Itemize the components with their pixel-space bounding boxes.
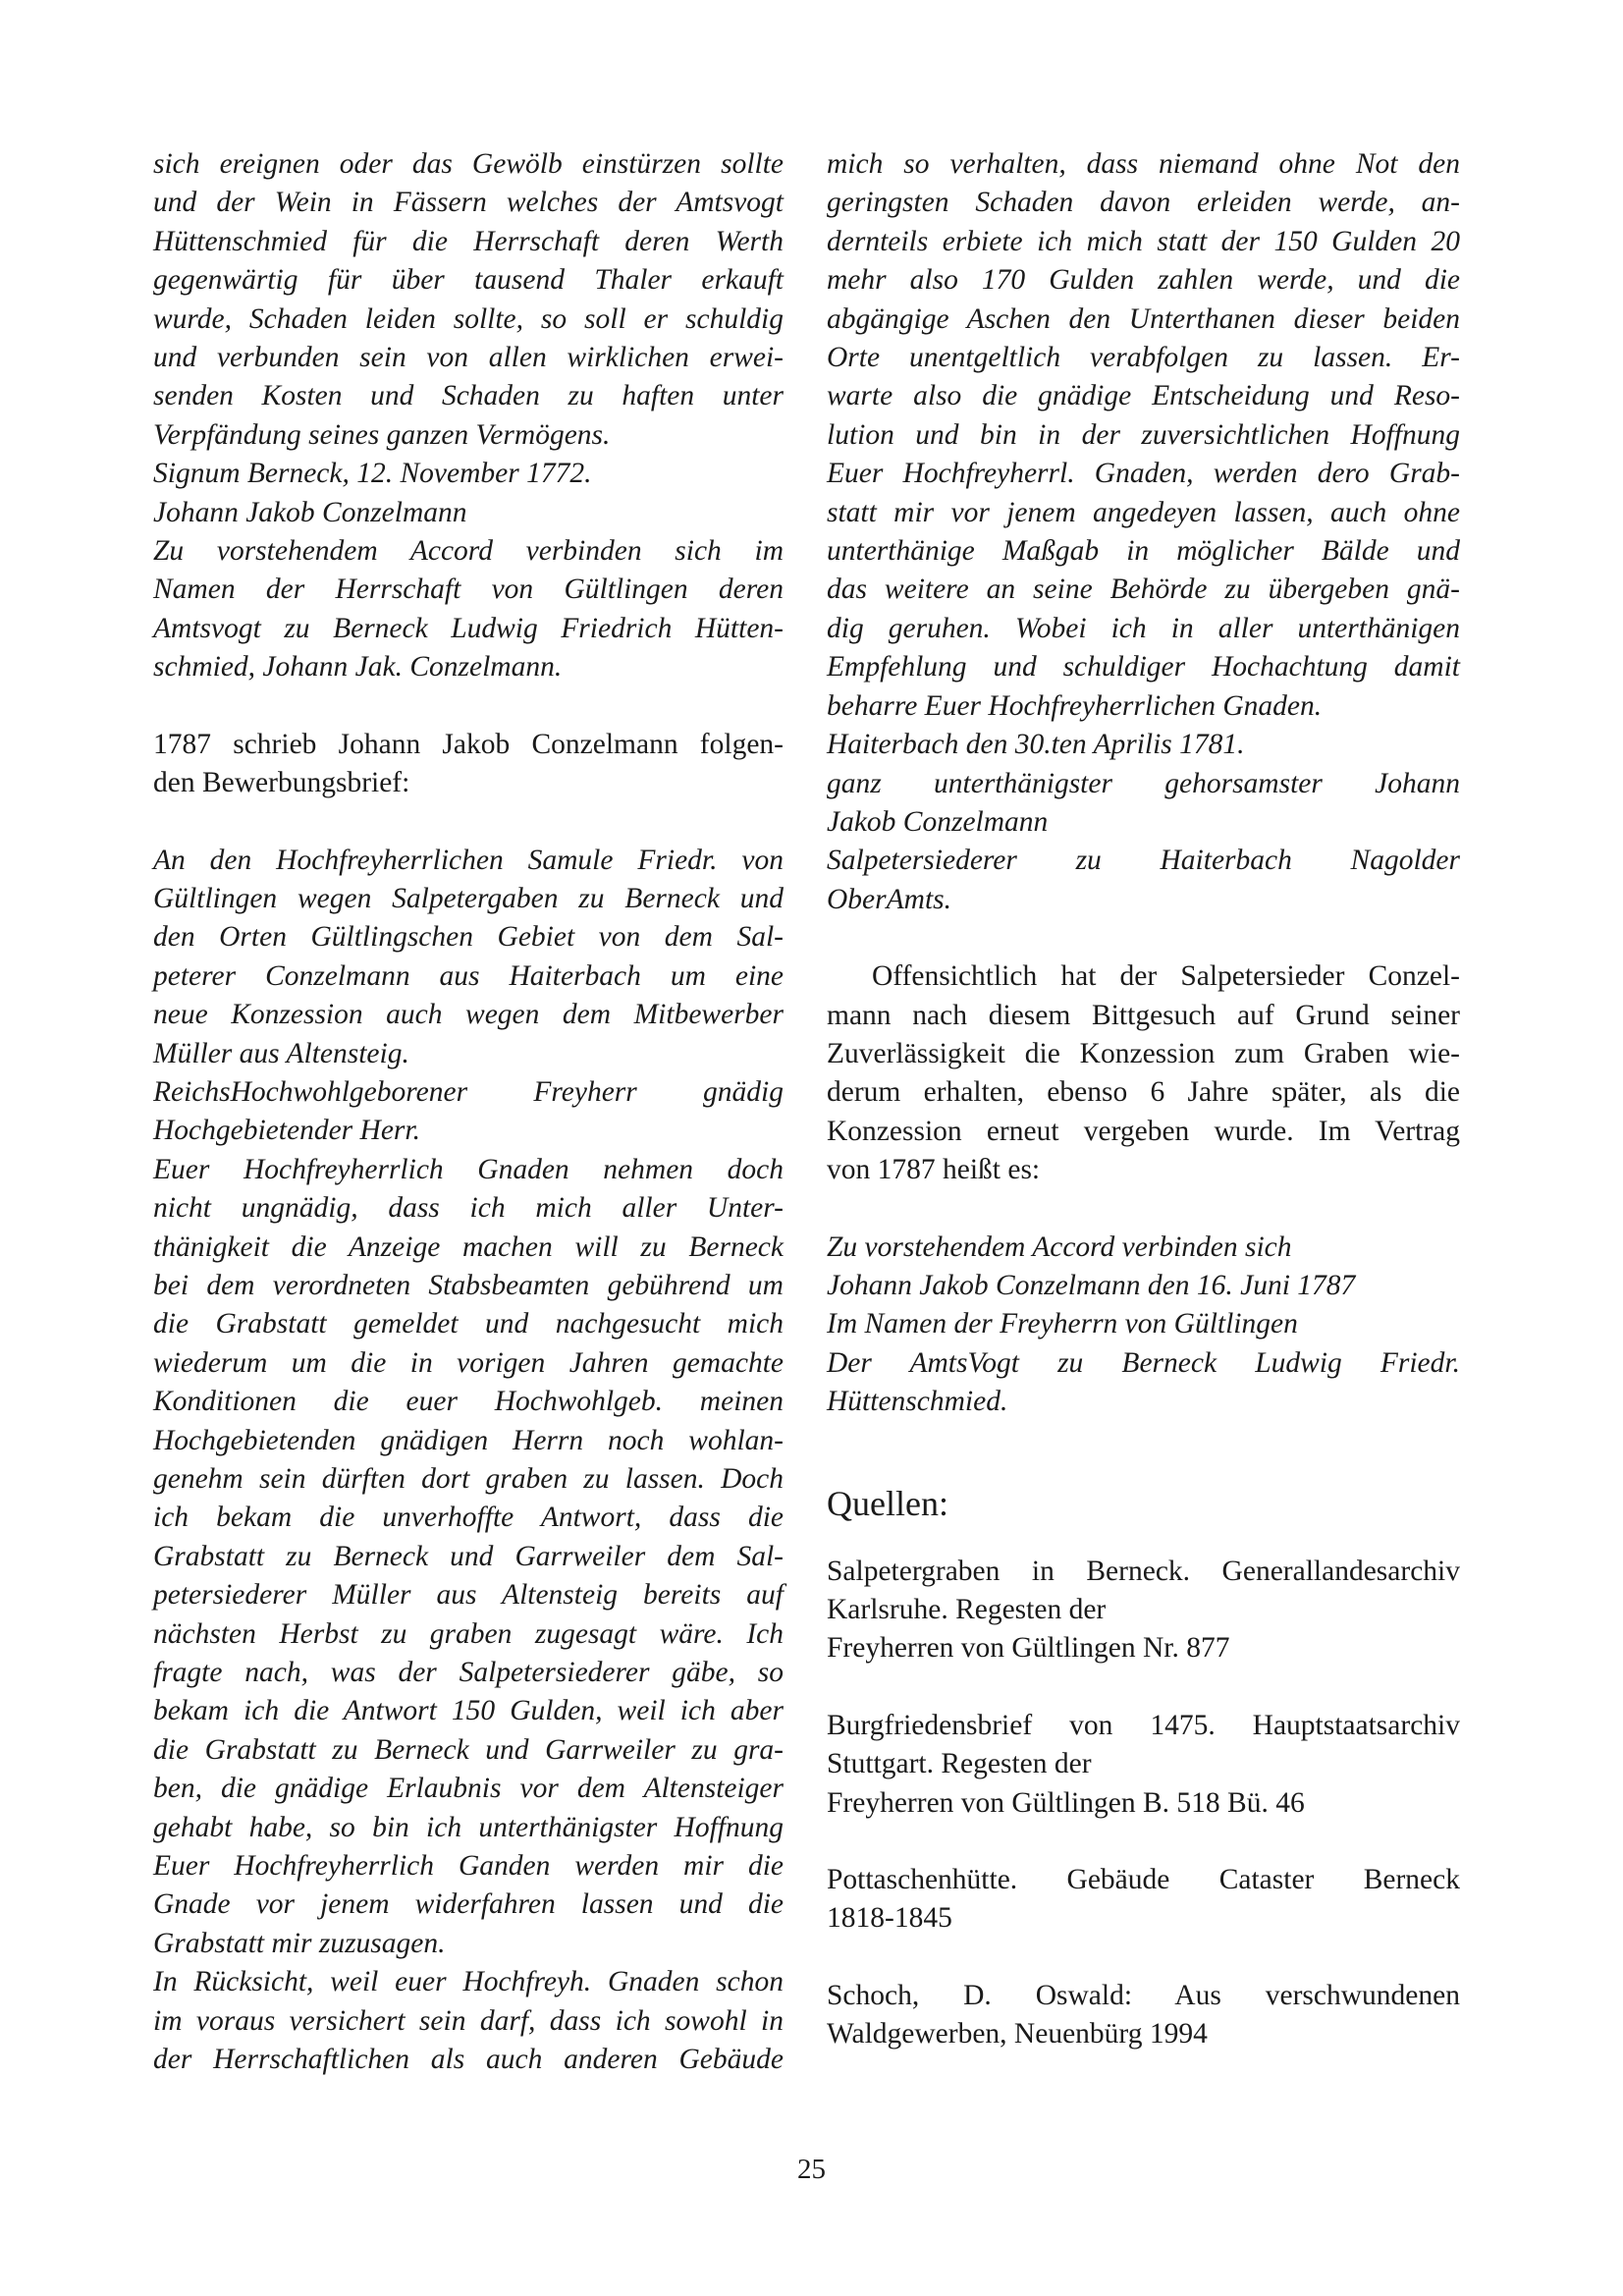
text-line: Burgfriedensbrief von 1475. Hauptstaatsarchiv — [827, 1709, 1460, 1741]
text-line: sich ereignen oder das Gewölb einstürzen sollte — [153, 148, 784, 180]
text-line: Verpfändung seines ganzen Vermögens. — [153, 418, 611, 451]
text-line: Schoch, D. Oswald: Aus verschwundenen — [827, 1979, 1460, 2011]
text-line: nicht ungnädig, dass ich mich aller Unter- — [153, 1192, 784, 1225]
text-line: 1787 schrieb Johann Jakob Conzelmann folgen- — [153, 728, 784, 760]
text-line: In Rücksicht, weil euer Hochfreyh. Gnaden schon — [153, 1966, 784, 1998]
accord-1787 — [827, 1229, 1460, 1422]
text-line: wurde, Schaden leiden sollte, so soll er schuldig — [153, 302, 784, 335]
text-line: Grabstatt zu Berneck und Garrweiler dem Sal- — [153, 1540, 784, 1572]
letter-continued — [827, 145, 1460, 726]
text-line: Amtsvogt zu Berneck Ludwig Friedrich Hütten- — [153, 612, 784, 644]
text-line: petersiederer Müller aus Altensteig bereits auf — [153, 1579, 784, 1612]
text-line: Empfehlung und schuldiger Hochachtung damit — [827, 651, 1460, 683]
text-line: und verbunden sein von allen wirklichen erwei- — [153, 342, 784, 374]
text-line: OberAmts. — [827, 883, 952, 915]
text-line: Salpetersiederer zu Haiterbach Nagolder — [827, 845, 1460, 877]
text-line: Jakob Conzelmann — [827, 805, 1049, 838]
text-line: ben, die gnädige Erlaubnis vor dem Altensteiger — [153, 1773, 784, 1805]
text-line: warte also die gnädige Entscheidung und Reso- — [827, 380, 1460, 412]
text-line: senden Kosten und Schaden zu haften unter — [153, 380, 784, 412]
text-line: Hochgebietender Herr. — [153, 1115, 420, 1147]
letter-body — [153, 1151, 784, 1964]
text-line: ReichsHochwohlgeborener Freyherr gnädig — [153, 1075, 784, 1108]
text-line: Offensichtlich hat der Salpetersieder Conzel- — [872, 960, 1460, 993]
text-line: Müller aus Altensteig. — [153, 1037, 409, 1069]
text-line: Waldgewerben, Neuenbürg 1994 — [827, 2018, 1208, 2050]
text-line: im voraus versichert sein darf, dass ich sowohl in — [153, 2004, 784, 2037]
text-line: gegenwärtig für über tausend Thaler erkauft — [153, 264, 784, 297]
text-line: Im Namen der Freyherrn von Gültlingen — [827, 1308, 1298, 1340]
commentary-paragraph — [827, 957, 1460, 1189]
intro-paragraph — [153, 726, 784, 803]
text-line: beharre Euer Hochfreyherrlichen Gnaden. — [827, 689, 1323, 722]
text-line: die Grabstatt zu Berneck und Garrweiler zu gra- — [153, 1733, 784, 1766]
text-line: Euer Hochfreyherrlich Ganden werden mir die — [153, 1850, 784, 1883]
text-line: Der AmtsVogt zu Berneck Ludwig Friedr. — [827, 1346, 1460, 1379]
text-line: Konzession erneut vergeben wurde. Im Vertrag — [827, 1115, 1460, 1147]
accord-1772 — [153, 532, 784, 687]
letter-signature — [827, 842, 1460, 919]
text-line: genehm sein dürften dort graben zu lassen. Doch — [153, 1463, 784, 1495]
text-line: Hüttenschmied. — [827, 1386, 1008, 1418]
text-line: lution und bin in der zuversichtlichen Hoffnung — [827, 418, 1460, 451]
page-number: 25 — [797, 2154, 826, 2185]
text-line: Freyherren von Gültlingen B. 518 Bü. 46 — [827, 1786, 1305, 1819]
text-line: wiederum um die in vorigen Jahren gemachte — [153, 1346, 784, 1379]
source-entry — [827, 1707, 1460, 1823]
text-line: Euer Hochfreyherrl. Gnaden, werden dero Grab- — [827, 458, 1460, 490]
text-line: ich bekam die unverhoffte Antwort, dass die — [153, 1502, 784, 1534]
text-line: Hüttenschmied für die Herrschaft deren Werth — [153, 225, 784, 257]
text-line: von 1787 heißt es: — [827, 1154, 1041, 1186]
text-line: und der Wein in Fässern welches der Amtsvogt — [153, 187, 784, 219]
text-line: Zu vorstehendem Accord verbinden sich im — [153, 535, 784, 568]
text-line: Salpetergraben in Berneck. Generallandesarchiv — [827, 1555, 1460, 1587]
left-column — [153, 145, 784, 2080]
letter-salutation — [153, 1073, 784, 1151]
signer-line: Johann Jakob Conzelmann — [153, 496, 467, 528]
text-line: fragte nach, was der Salpetersiederer gäbe, so — [153, 1657, 784, 1689]
text-line: unterthänige Maßgab in möglicher Bälde und — [827, 535, 1460, 568]
text-line: Stuttgart. Regesten der — [827, 1748, 1092, 1780]
source-entry — [827, 1977, 1460, 2054]
letter-conclusion — [153, 145, 784, 455]
text-line: der Herrschaftlichen als auch anderen Gebäude — [153, 2044, 784, 2076]
text-line: mich so verhalten, dass niemand ohne Not den — [827, 148, 1460, 180]
text-line: abgängige Aschen den Unterthanen dieser beiden — [827, 302, 1460, 335]
source-entry — [827, 1553, 1460, 1668]
text-line: peterer Conzelmann aus Haiterbach um eine — [153, 959, 784, 992]
sources-heading: Quellen: — [827, 1483, 948, 1523]
text-line: Karlsruhe. Regesten der — [827, 1594, 1107, 1625]
text-line: mann nach diesem Bittgesuch auf Grund seiner — [827, 999, 1460, 1031]
text-line: Zu vorstehendem Accord verbinden sich — [827, 1230, 1292, 1263]
text-line: Namen der Herrschaft von Gültlingen deren — [153, 574, 784, 606]
text-line: das weitere an seine Behörde zu übergeben gnä- — [827, 574, 1460, 606]
text-line: Johann Jakob Conzelmann den 16. Juni 1787 — [827, 1269, 1356, 1301]
text-line: Grabstatt mir zuzusagen. — [153, 1927, 446, 1959]
text-line: Euer Hochfreyherrlich Gnaden nehmen doch — [153, 1153, 784, 1185]
letter-header — [153, 842, 784, 1073]
right-column — [827, 145, 1460, 2054]
text-line: geringsten Schaden davon erleiden werde, an- — [827, 187, 1460, 219]
letter-body-continued — [153, 1963, 784, 2079]
text-line: bekam ich die Antwort 150 Gulden, weil ich aber — [153, 1695, 784, 1727]
text-line: schmied, Johann Jak. Conzelmann. — [153, 651, 563, 683]
text-line: Konditionen die euer Hochwohlgeb. meinen — [153, 1386, 784, 1418]
text-line: statt mir vor jenem angedeyen lassen, auch ohne — [827, 496, 1460, 528]
text-line: 1818-1845 — [827, 1902, 952, 1935]
text-line: den Bewerbungsbrief: — [153, 767, 410, 799]
text-line: neue Konzession auch wegen dem Mitbewerber — [153, 999, 784, 1031]
text-line: Freyherren von Gültlingen Nr. 877 — [827, 1632, 1230, 1665]
text-line: bei dem verordneten Stabsbeamten gebührend um — [153, 1269, 784, 1301]
text-line: dig geruhen. Wobei ich in aller unterthänigen — [827, 612, 1460, 644]
text-line: gehabt habe, so bin ich unterthänigster Hoffnung — [153, 1811, 784, 1843]
text-line: Pottaschenhütte. Gebäude Cataster Berneck — [827, 1864, 1460, 1896]
text-line: Gnade vor jenem widerfahren lassen und die — [153, 1888, 784, 1921]
date-line: Haiterbach den 30.ten Aprilis 1781. — [827, 729, 1245, 761]
letter-closing — [827, 765, 1460, 843]
text-line: thänigkeit die Anzeige machen will zu Berneck — [153, 1230, 784, 1263]
source-entry — [827, 1861, 1460, 1939]
text-line: den Orten Gültlingschen Gebiet von dem Sal- — [153, 921, 784, 954]
text-line: mehr also 170 Gulden zahlen werde, und die — [827, 264, 1460, 297]
text-line: die Grabstatt gemeldet und nachgesucht mich — [153, 1308, 784, 1340]
text-line: Zuverlässigkeit die Konzession zum Graben wie- — [827, 1037, 1460, 1069]
text-line: derum erhalten, ebenso 6 Jahre später, als die — [827, 1076, 1460, 1109]
text-line: Gültlingen wegen Salpetergaben zu Berneck und — [153, 882, 784, 914]
text-line: dernteils erbiete ich mich statt der 150 Gulden 20 — [827, 225, 1460, 257]
text-line: Hochgebietenden gnädigen Herrn noch wohlan- — [153, 1424, 784, 1456]
signum-line: Signum Berneck, 12. November 1772. — [153, 458, 592, 490]
text-line: ganz unterthänigster gehorsamster Johann — [827, 767, 1460, 799]
text-line: nächsten Herbst zu graben zugesagt wäre. Ich — [153, 1617, 784, 1650]
text-line: Orte unentgeltlich verabfolgen zu lassen. Er- — [827, 342, 1460, 374]
text-line: An den Hochfreyherrlichen Samule Friedr. von — [153, 844, 784, 876]
